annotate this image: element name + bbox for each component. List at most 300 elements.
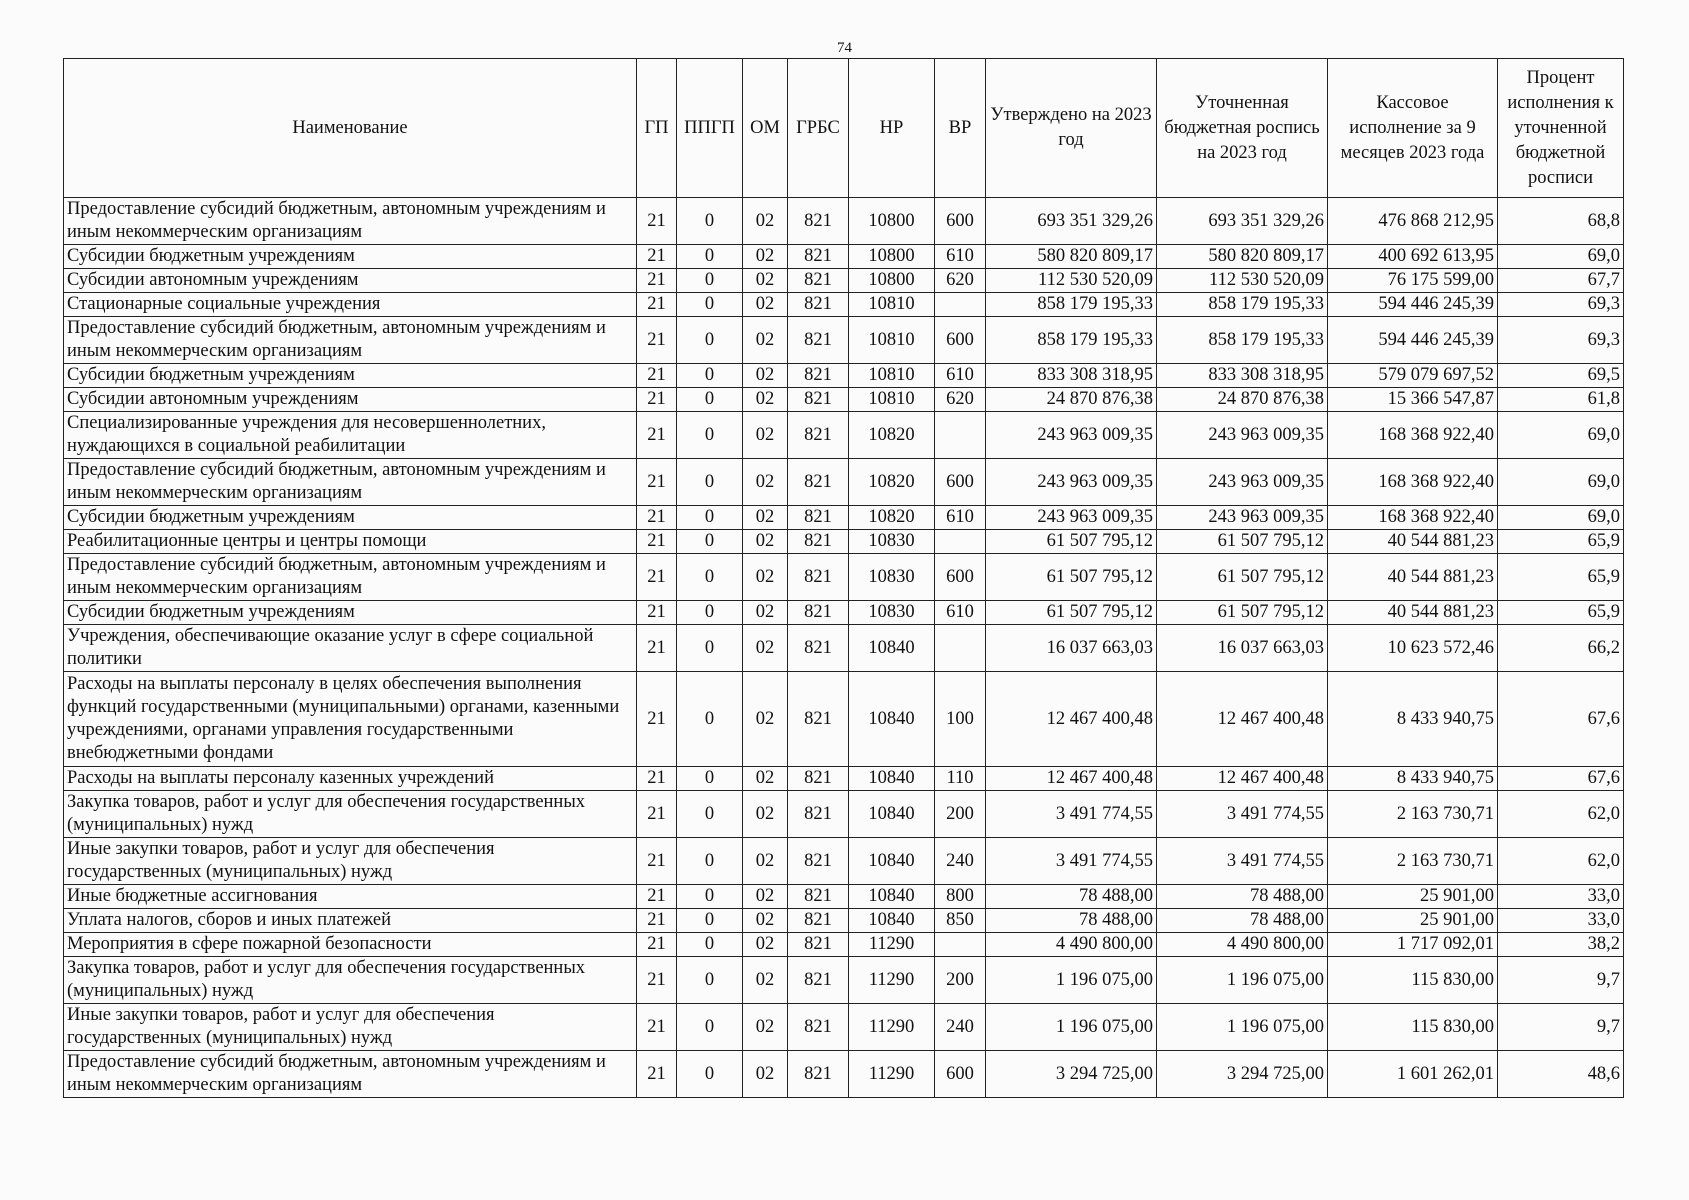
cell-nr: 10830 [849, 554, 935, 601]
cell-nr: 10820 [849, 506, 935, 530]
cell-grbs: 821 [788, 838, 849, 885]
cell-gp: 21 [637, 198, 677, 245]
cell-approved: 12 467 400,48 [986, 672, 1157, 767]
cell-gp: 21 [637, 388, 677, 412]
cell-cash: 40 544 881,23 [1328, 530, 1498, 554]
cell-grbs: 821 [788, 625, 849, 672]
cell-grbs: 821 [788, 364, 849, 388]
cell-name: Закупка товаров, работ и услуг для обеспечения государственных (муниципальных) нужд [64, 791, 637, 838]
cell-gp: 21 [637, 767, 677, 791]
cell-nr: 10810 [849, 388, 935, 412]
cell-approved: 4 490 800,00 [986, 933, 1157, 957]
cell-grbs: 821 [788, 909, 849, 933]
cell-ppgp: 0 [677, 530, 743, 554]
cell-nr: 10840 [849, 625, 935, 672]
cell-gp: 21 [637, 672, 677, 767]
cell-approved: 693 351 329,26 [986, 198, 1157, 245]
cell-ppgp: 0 [677, 625, 743, 672]
cell-ppgp: 0 [677, 198, 743, 245]
budget-table [63, 58, 1624, 1098]
cell-name: Реабилитационные центры и центры помощи [64, 530, 637, 554]
cell-refined: 243 963 009,35 [1157, 506, 1328, 530]
cell-ppgp: 0 [677, 672, 743, 767]
table-body [64, 198, 1624, 1098]
cell-cash: 8 433 940,75 [1328, 767, 1498, 791]
table-row [64, 317, 1624, 364]
cell-om: 02 [743, 198, 788, 245]
cell-name: Предоставление субсидий бюджетным, автономным учреждениям и иным некоммерческим организациям [64, 554, 637, 601]
cell-grbs: 821 [788, 293, 849, 317]
cell-om: 02 [743, 625, 788, 672]
table-row [64, 625, 1624, 672]
cell-approved: 243 963 009,35 [986, 459, 1157, 506]
cell-gp: 21 [637, 601, 677, 625]
cell-nr: 10800 [849, 245, 935, 269]
cell-name: Стационарные социальные учреждения [64, 293, 637, 317]
cell-name: Субсидии бюджетным учреждениям [64, 364, 637, 388]
cell-ppgp: 0 [677, 317, 743, 364]
cell-percent: 33,0 [1498, 885, 1624, 909]
cell-refined: 858 179 195,33 [1157, 317, 1328, 364]
cell-cash: 1 717 092,01 [1328, 933, 1498, 957]
cell-cash: 594 446 245,39 [1328, 317, 1498, 364]
cell-ppgp: 0 [677, 459, 743, 506]
cell-gp: 21 [637, 506, 677, 530]
table-row [64, 554, 1624, 601]
cell-percent: 69,0 [1498, 506, 1624, 530]
cell-cash: 579 079 697,52 [1328, 364, 1498, 388]
cell-gp: 21 [637, 1004, 677, 1051]
cell-grbs: 821 [788, 767, 849, 791]
cell-om: 02 [743, 1004, 788, 1051]
cell-cash: 115 830,00 [1328, 957, 1498, 1004]
cell-vr: 600 [935, 554, 986, 601]
cell-percent: 65,9 [1498, 530, 1624, 554]
cell-percent: 65,9 [1498, 554, 1624, 601]
cell-refined: 243 963 009,35 [1157, 412, 1328, 459]
cell-vr: 240 [935, 1004, 986, 1051]
cell-ppgp: 0 [677, 601, 743, 625]
cell-percent: 48,6 [1498, 1051, 1624, 1098]
cell-vr [935, 293, 986, 317]
cell-cash: 1 601 262,01 [1328, 1051, 1498, 1098]
cell-grbs: 821 [788, 506, 849, 530]
cell-percent: 69,0 [1498, 412, 1624, 459]
cell-cash: 168 368 922,40 [1328, 412, 1498, 459]
cell-percent: 38,2 [1498, 933, 1624, 957]
cell-refined: 16 037 663,03 [1157, 625, 1328, 672]
cell-gp: 21 [637, 1051, 677, 1098]
cell-percent: 61,8 [1498, 388, 1624, 412]
cell-cash: 2 163 730,71 [1328, 838, 1498, 885]
cell-cash: 2 163 730,71 [1328, 791, 1498, 838]
cell-om: 02 [743, 269, 788, 293]
cell-name: Расходы на выплаты персоналу в целях обеспечения выполнения функций государственными (муниципальными) органами, казенными учреждениями, органами управления государственными внебюджетными фондами [64, 672, 637, 767]
cell-om: 02 [743, 601, 788, 625]
cell-gp: 21 [637, 957, 677, 1004]
cell-nr: 10840 [849, 767, 935, 791]
cell-cash: 15 366 547,87 [1328, 388, 1498, 412]
cell-om: 02 [743, 245, 788, 269]
cell-percent: 62,0 [1498, 838, 1624, 885]
cell-cash: 168 368 922,40 [1328, 506, 1498, 530]
cell-gp: 21 [637, 791, 677, 838]
cell-om: 02 [743, 767, 788, 791]
cell-om: 02 [743, 933, 788, 957]
cell-ppgp: 0 [677, 957, 743, 1004]
header-nr: НР [849, 59, 935, 198]
cell-percent: 33,0 [1498, 909, 1624, 933]
cell-ppgp: 0 [677, 885, 743, 909]
cell-cash: 476 868 212,95 [1328, 198, 1498, 245]
cell-approved: 1 196 075,00 [986, 1004, 1157, 1051]
cell-approved: 112 530 520,09 [986, 269, 1157, 293]
cell-nr: 10800 [849, 198, 935, 245]
cell-gp: 21 [637, 412, 677, 459]
cell-refined: 3 491 774,55 [1157, 838, 1328, 885]
table-row [64, 412, 1624, 459]
cell-cash: 25 901,00 [1328, 909, 1498, 933]
cell-nr: 10830 [849, 530, 935, 554]
cell-approved: 833 308 318,95 [986, 364, 1157, 388]
cell-refined: 78 488,00 [1157, 885, 1328, 909]
cell-name: Предоставление субсидий бюджетным, автономным учреждениям и иным некоммерческим организациям [64, 1051, 637, 1098]
cell-gp: 21 [637, 885, 677, 909]
cell-cash: 10 623 572,46 [1328, 625, 1498, 672]
table-row [64, 933, 1624, 957]
cell-nr: 10840 [849, 909, 935, 933]
cell-refined: 12 467 400,48 [1157, 672, 1328, 767]
cell-vr: 600 [935, 198, 986, 245]
table-row [64, 506, 1624, 530]
cell-nr: 11290 [849, 957, 935, 1004]
cell-percent: 66,2 [1498, 625, 1624, 672]
cell-om: 02 [743, 364, 788, 388]
cell-name: Специализированные учреждения для несовершеннолетних, нуждающихся в социальной реабилитации [64, 412, 637, 459]
table-row [64, 1004, 1624, 1051]
cell-approved: 78 488,00 [986, 909, 1157, 933]
cell-grbs: 821 [788, 601, 849, 625]
cell-vr: 600 [935, 459, 986, 506]
cell-approved: 580 820 809,17 [986, 245, 1157, 269]
cell-om: 02 [743, 957, 788, 1004]
cell-percent: 69,3 [1498, 317, 1624, 364]
cell-approved: 243 963 009,35 [986, 412, 1157, 459]
cell-approved: 3 294 725,00 [986, 1051, 1157, 1098]
cell-ppgp: 0 [677, 293, 743, 317]
cell-name: Предоставление субсидий бюджетным, автономным учреждениям и иным некоммерческим организациям [64, 317, 637, 364]
table-row [64, 530, 1624, 554]
cell-approved: 12 467 400,48 [986, 767, 1157, 791]
table-row [64, 885, 1624, 909]
cell-name: Предоставление субсидий бюджетным, автономным учреждениям и иным некоммерческим организациям [64, 198, 637, 245]
cell-om: 02 [743, 909, 788, 933]
header-refined: Уточненная бюджетная роспись на 2023 год [1157, 59, 1328, 198]
cell-gp: 21 [637, 933, 677, 957]
cell-name: Субсидии автономным учреждениям [64, 269, 637, 293]
cell-cash: 40 544 881,23 [1328, 601, 1498, 625]
cell-nr: 11290 [849, 1004, 935, 1051]
cell-nr: 10840 [849, 885, 935, 909]
cell-grbs: 821 [788, 672, 849, 767]
table-row [64, 364, 1624, 388]
cell-name: Предоставление субсидий бюджетным, автономным учреждениям и иным некоммерческим организациям [64, 459, 637, 506]
cell-nr: 10820 [849, 459, 935, 506]
header-om: ОМ [743, 59, 788, 198]
cell-approved: 78 488,00 [986, 885, 1157, 909]
cell-cash: 400 692 613,95 [1328, 245, 1498, 269]
cell-vr: 610 [935, 601, 986, 625]
cell-percent: 9,7 [1498, 957, 1624, 1004]
cell-name: Мероприятия в сфере пожарной безопасности [64, 933, 637, 957]
cell-grbs: 821 [788, 269, 849, 293]
cell-om: 02 [743, 885, 788, 909]
cell-vr: 200 [935, 957, 986, 1004]
cell-gp: 21 [637, 245, 677, 269]
cell-gp: 21 [637, 554, 677, 601]
cell-percent: 69,0 [1498, 459, 1624, 506]
cell-approved: 858 179 195,33 [986, 317, 1157, 364]
table-row [64, 767, 1624, 791]
cell-refined: 858 179 195,33 [1157, 293, 1328, 317]
cell-name: Иные закупки товаров, работ и услуг для обеспечения государственных (муниципальных) нужд [64, 1004, 637, 1051]
cell-refined: 3 491 774,55 [1157, 791, 1328, 838]
cell-grbs: 821 [788, 317, 849, 364]
cell-name: Расходы на выплаты персоналу казенных учреждений [64, 767, 637, 791]
cell-vr: 600 [935, 1051, 986, 1098]
cell-approved: 3 491 774,55 [986, 791, 1157, 838]
cell-refined: 3 294 725,00 [1157, 1051, 1328, 1098]
cell-ppgp: 0 [677, 245, 743, 269]
cell-gp: 21 [637, 625, 677, 672]
cell-gp: 21 [637, 909, 677, 933]
table-row [64, 388, 1624, 412]
cell-ppgp: 0 [677, 412, 743, 459]
cell-gp: 21 [637, 530, 677, 554]
cell-refined: 833 308 318,95 [1157, 364, 1328, 388]
cell-ppgp: 0 [677, 838, 743, 885]
cell-grbs: 821 [788, 1051, 849, 1098]
cell-grbs: 821 [788, 554, 849, 601]
cell-cash: 168 368 922,40 [1328, 459, 1498, 506]
cell-vr: 610 [935, 506, 986, 530]
cell-refined: 61 507 795,12 [1157, 554, 1328, 601]
cell-vr [935, 933, 986, 957]
cell-cash: 594 446 245,39 [1328, 293, 1498, 317]
cell-nr: 10840 [849, 791, 935, 838]
cell-om: 02 [743, 1051, 788, 1098]
cell-refined: 61 507 795,12 [1157, 601, 1328, 625]
cell-approved: 61 507 795,12 [986, 554, 1157, 601]
cell-approved: 61 507 795,12 [986, 601, 1157, 625]
cell-ppgp: 0 [677, 767, 743, 791]
cell-cash: 76 175 599,00 [1328, 269, 1498, 293]
table-row [64, 269, 1624, 293]
cell-refined: 61 507 795,12 [1157, 530, 1328, 554]
cell-name: Закупка товаров, работ и услуг для обеспечения государственных (муниципальных) нужд [64, 957, 637, 1004]
header-row [64, 59, 1624, 198]
cell-nr: 11290 [849, 933, 935, 957]
cell-gp: 21 [637, 459, 677, 506]
header-vr: ВР [935, 59, 986, 198]
cell-refined: 580 820 809,17 [1157, 245, 1328, 269]
cell-percent: 67,6 [1498, 672, 1624, 767]
cell-name: Субсидии бюджетным учреждениям [64, 601, 637, 625]
cell-om: 02 [743, 554, 788, 601]
cell-om: 02 [743, 293, 788, 317]
cell-gp: 21 [637, 838, 677, 885]
cell-name: Иные закупки товаров, работ и услуг для обеспечения государственных (муниципальных) нужд [64, 838, 637, 885]
cell-ppgp: 0 [677, 791, 743, 838]
cell-grbs: 821 [788, 885, 849, 909]
page-number: 74 [837, 40, 852, 56]
header-name: Наименование [64, 59, 637, 198]
cell-vr: 200 [935, 791, 986, 838]
table-row [64, 791, 1624, 838]
cell-approved: 24 870 876,38 [986, 388, 1157, 412]
cell-percent: 69,0 [1498, 245, 1624, 269]
cell-percent: 69,5 [1498, 364, 1624, 388]
cell-approved: 61 507 795,12 [986, 530, 1157, 554]
cell-grbs: 821 [788, 459, 849, 506]
table-row [64, 601, 1624, 625]
cell-refined: 243 963 009,35 [1157, 459, 1328, 506]
cell-nr: 10800 [849, 269, 935, 293]
cell-gp: 21 [637, 293, 677, 317]
cell-refined: 1 196 075,00 [1157, 1004, 1328, 1051]
cell-grbs: 821 [788, 957, 849, 1004]
cell-nr: 10820 [849, 412, 935, 459]
cell-vr: 240 [935, 838, 986, 885]
cell-approved: 858 179 195,33 [986, 293, 1157, 317]
cell-approved: 243 963 009,35 [986, 506, 1157, 530]
cell-approved: 3 491 774,55 [986, 838, 1157, 885]
table-row [64, 198, 1624, 245]
cell-grbs: 821 [788, 412, 849, 459]
cell-vr: 620 [935, 388, 986, 412]
cell-vr: 100 [935, 672, 986, 767]
cell-ppgp: 0 [677, 554, 743, 601]
cell-grbs: 821 [788, 1004, 849, 1051]
table-row [64, 245, 1624, 269]
cell-ppgp: 0 [677, 1004, 743, 1051]
header-approved: Утверждено на 2023 год [986, 59, 1157, 198]
cell-nr: 10830 [849, 601, 935, 625]
cell-percent: 62,0 [1498, 791, 1624, 838]
header-percent: Процент исполнения к уточненной бюджетной росписи [1498, 59, 1624, 198]
table-row [64, 459, 1624, 506]
cell-grbs: 821 [788, 245, 849, 269]
cell-om: 02 [743, 530, 788, 554]
cell-om: 02 [743, 412, 788, 459]
cell-cash: 115 830,00 [1328, 1004, 1498, 1051]
cell-grbs: 821 [788, 530, 849, 554]
cell-ppgp: 0 [677, 1051, 743, 1098]
cell-om: 02 [743, 791, 788, 838]
table-row [64, 293, 1624, 317]
cell-percent: 67,7 [1498, 269, 1624, 293]
cell-vr: 110 [935, 767, 986, 791]
cell-refined: 78 488,00 [1157, 909, 1328, 933]
table-row [64, 1051, 1624, 1098]
cell-grbs: 821 [788, 388, 849, 412]
cell-vr: 610 [935, 364, 986, 388]
cell-gp: 21 [637, 364, 677, 388]
cell-om: 02 [743, 838, 788, 885]
cell-name: Иные бюджетные ассигнования [64, 885, 637, 909]
header-ppgp: ППГП [677, 59, 743, 198]
cell-percent: 67,6 [1498, 767, 1624, 791]
cell-cash: 25 901,00 [1328, 885, 1498, 909]
cell-vr: 800 [935, 885, 986, 909]
cell-grbs: 821 [788, 933, 849, 957]
table-row [64, 672, 1624, 767]
cell-vr: 600 [935, 317, 986, 364]
cell-nr: 10810 [849, 317, 935, 364]
cell-refined: 1 196 075,00 [1157, 957, 1328, 1004]
cell-gp: 21 [637, 317, 677, 364]
cell-vr: 850 [935, 909, 986, 933]
cell-ppgp: 0 [677, 269, 743, 293]
cell-grbs: 821 [788, 791, 849, 838]
cell-vr [935, 625, 986, 672]
header-grbs: ГРБС [788, 59, 849, 198]
cell-vr [935, 412, 986, 459]
cell-percent: 69,3 [1498, 293, 1624, 317]
cell-vr [935, 530, 986, 554]
cell-name: Субсидии автономным учреждениям [64, 388, 637, 412]
cell-refined: 112 530 520,09 [1157, 269, 1328, 293]
cell-om: 02 [743, 388, 788, 412]
cell-nr: 10810 [849, 364, 935, 388]
cell-nr: 11290 [849, 1051, 935, 1098]
cell-om: 02 [743, 672, 788, 767]
cell-nr: 10840 [849, 672, 935, 767]
cell-nr: 10840 [849, 838, 935, 885]
cell-vr: 620 [935, 269, 986, 293]
cell-percent: 9,7 [1498, 1004, 1624, 1051]
cell-percent: 68,8 [1498, 198, 1624, 245]
cell-refined: 4 490 800,00 [1157, 933, 1328, 957]
table-row [64, 957, 1624, 1004]
cell-ppgp: 0 [677, 909, 743, 933]
header-cash: Кассовое исполнение за 9 месяцев 2023 года [1328, 59, 1498, 198]
table-row [64, 838, 1624, 885]
cell-cash: 8 433 940,75 [1328, 672, 1498, 767]
cell-ppgp: 0 [677, 933, 743, 957]
cell-grbs: 821 [788, 198, 849, 245]
header-gp: ГП [637, 59, 677, 198]
cell-nr: 10810 [849, 293, 935, 317]
cell-om: 02 [743, 506, 788, 530]
cell-om: 02 [743, 317, 788, 364]
cell-name: Субсидии бюджетным учреждениям [64, 245, 637, 269]
cell-refined: 12 467 400,48 [1157, 767, 1328, 791]
cell-gp: 21 [637, 269, 677, 293]
cell-approved: 16 037 663,03 [986, 625, 1157, 672]
cell-name: Учреждения, обеспечивающие оказание услуг в сфере социальной политики [64, 625, 637, 672]
table-row [64, 909, 1624, 933]
cell-name: Субсидии бюджетным учреждениям [64, 506, 637, 530]
cell-refined: 24 870 876,38 [1157, 388, 1328, 412]
cell-approved: 1 196 075,00 [986, 957, 1157, 1004]
cell-percent: 65,9 [1498, 601, 1624, 625]
cell-cash: 40 544 881,23 [1328, 554, 1498, 601]
cell-refined: 693 351 329,26 [1157, 198, 1328, 245]
cell-ppgp: 0 [677, 388, 743, 412]
cell-om: 02 [743, 459, 788, 506]
cell-vr: 610 [935, 245, 986, 269]
